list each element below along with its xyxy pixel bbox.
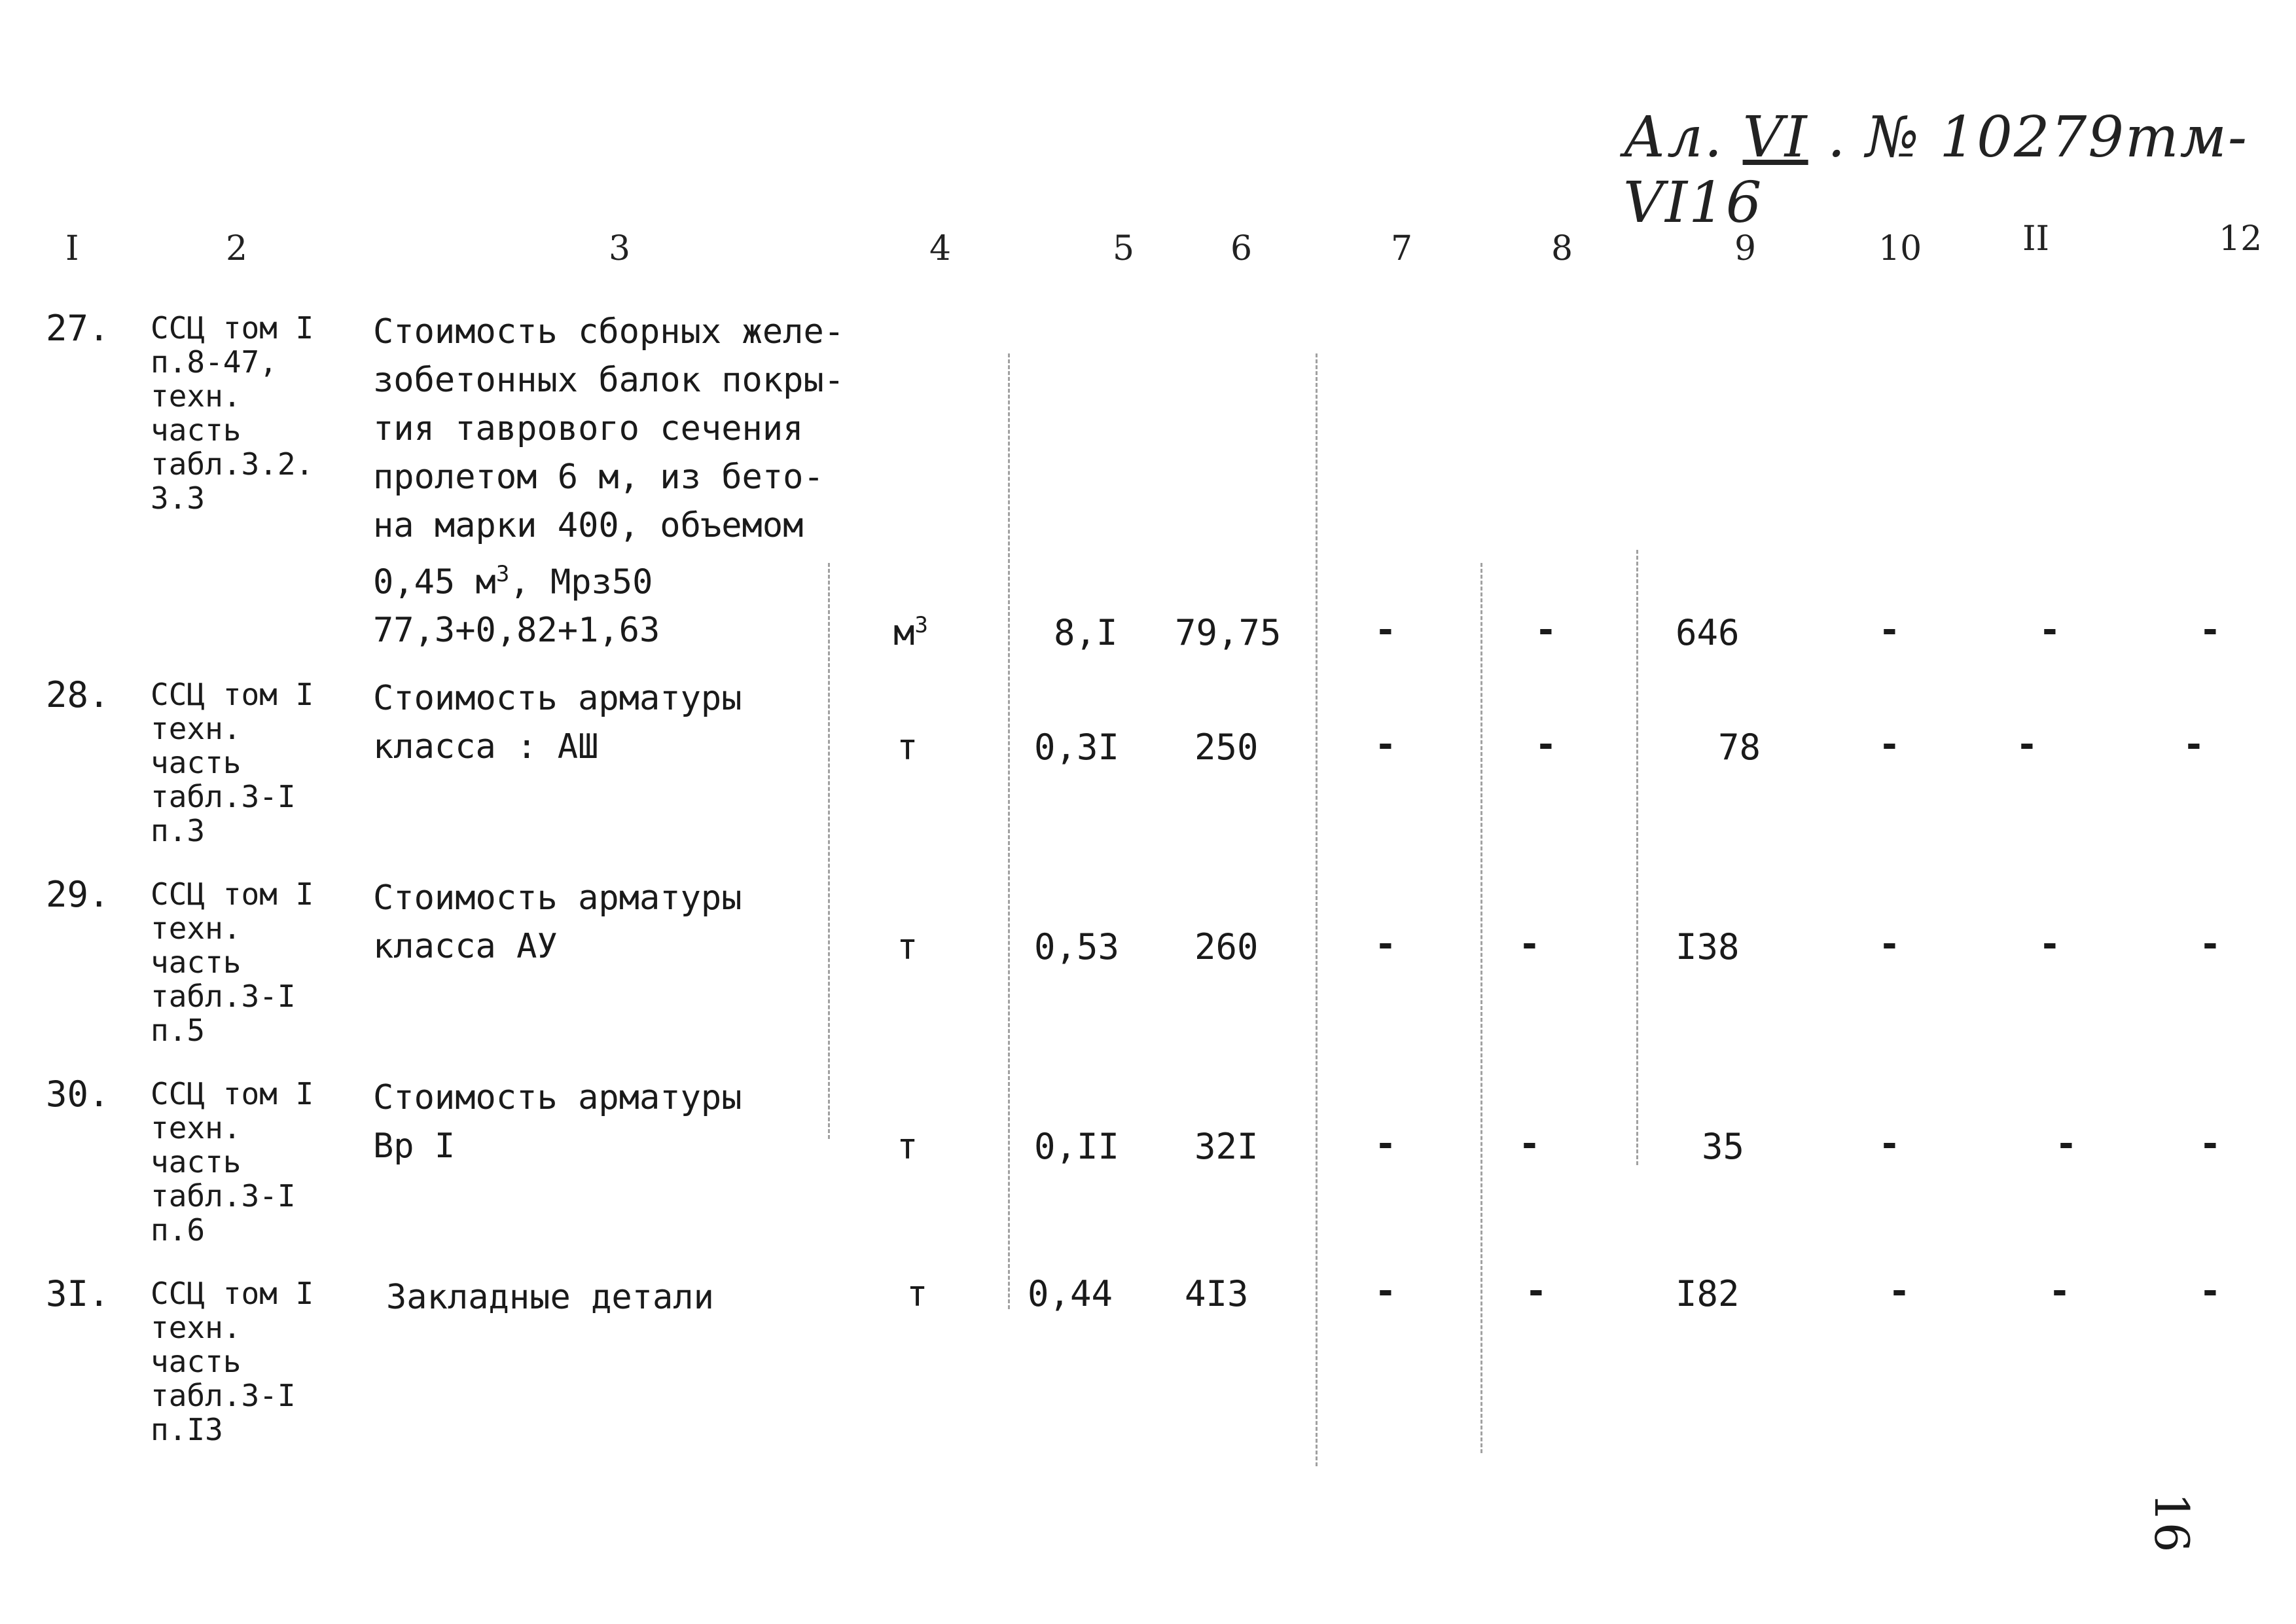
- row-col11: -: [2039, 923, 2061, 965]
- desc-line: Закладные детали: [386, 1278, 714, 1317]
- ref-line: ССЦ том I: [151, 310, 314, 346]
- desc-line: пролетом 6 м, из бето-: [373, 458, 824, 497]
- ref-line: табл.3.2.: [151, 446, 314, 482]
- row-col8: -: [1535, 723, 1557, 766]
- desc-volume-sup: 3: [495, 561, 510, 587]
- row-description: [386, 1273, 714, 1322]
- unit-text: м: [893, 612, 915, 653]
- row-quantity: 0,44: [1028, 1273, 1113, 1314]
- row-quantity: 0,53: [1034, 926, 1120, 967]
- row-col11: -: [2055, 1123, 2077, 1165]
- ref-line: техн.: [151, 1110, 242, 1146]
- row-reference: [151, 677, 314, 848]
- col-header-12: 12: [2219, 219, 2263, 259]
- desc-line: класса АУ: [373, 927, 558, 966]
- desc-line: Стоимость сборных желе-: [373, 312, 845, 352]
- row-col10: -: [1888, 1270, 1910, 1312]
- row-quantity: 0,3I: [1034, 727, 1120, 768]
- row-col12: -: [2199, 923, 2221, 965]
- desc-line: Стоимость арматуры: [373, 679, 742, 718]
- row-number: 27.: [46, 308, 110, 349]
- ref-line: табл.3-I: [151, 779, 296, 814]
- row-col10: -: [1878, 923, 1901, 965]
- ref-line: ССЦ том I: [151, 1076, 314, 1111]
- row-reference: [151, 1077, 314, 1247]
- col-header-8: 8: [1551, 229, 1573, 268]
- desc-line: на марки 400, объемом: [373, 506, 804, 545]
- col-header-1: I: [65, 229, 79, 268]
- row-total: 646: [1676, 612, 1740, 653]
- ref-line: техн.: [151, 1310, 242, 1345]
- ref-line: табл.3-I: [151, 979, 296, 1014]
- ref-line: п.8-47,: [151, 344, 278, 380]
- ref-line: ССЦ том I: [151, 1276, 314, 1311]
- stamp-rest: . № 10279тм-VI16: [1623, 105, 2248, 236]
- ref-line: п.I3: [151, 1412, 223, 1447]
- ref-line: п.3: [151, 813, 206, 848]
- row-reference: [151, 311, 314, 515]
- desc-volume-text: 0,45 м: [373, 562, 496, 602]
- col-header-6: 6: [1230, 229, 1253, 268]
- col-header-10: 10: [1878, 229, 1922, 268]
- row-col12: -: [2199, 1270, 2221, 1312]
- column-divider: [1316, 353, 1318, 1466]
- desc-line: зобетонных балок покры-: [373, 361, 845, 400]
- ref-line: 3.3: [151, 480, 206, 516]
- row-unit: [893, 612, 928, 653]
- ref-line: техн.: [151, 711, 242, 746]
- row-number: 30.: [46, 1074, 110, 1115]
- row-col12: -: [2199, 609, 2221, 651]
- row-col11: -: [2039, 609, 2061, 651]
- row-description: [373, 674, 742, 771]
- desc-line: Стоимость арматуры: [373, 1078, 742, 1117]
- row-col7: -: [1374, 723, 1397, 766]
- row-unit: т: [897, 926, 918, 967]
- row-total: 78: [1718, 727, 1761, 768]
- col-header-2: 2: [226, 229, 248, 268]
- row-description: [373, 874, 742, 971]
- desc-line: тия таврового сечения: [373, 409, 804, 448]
- desc-line: класса : АШ: [373, 727, 599, 767]
- row-total: I38: [1676, 926, 1740, 967]
- col-header-4: 4: [929, 229, 952, 268]
- ref-line: часть: [151, 1144, 242, 1180]
- row-quantity: 0,II: [1034, 1126, 1120, 1167]
- ref-line: п.5: [151, 1013, 206, 1048]
- row-reference: [151, 1276, 314, 1447]
- ref-line: часть: [151, 945, 242, 980]
- row-col8: -: [1535, 609, 1557, 651]
- row-total: 35: [1702, 1126, 1745, 1167]
- row-total: I82: [1676, 1273, 1740, 1314]
- row-price: 260: [1194, 926, 1259, 967]
- desc-line-volume: [373, 550, 844, 606]
- row-number: 3I.: [46, 1273, 110, 1314]
- row-col11: -: [2049, 1270, 2071, 1312]
- desc-line: 77,3+0,82+1,63: [373, 611, 660, 651]
- col-header-7: 7: [1391, 229, 1413, 268]
- row-number: 28.: [46, 674, 110, 715]
- desc-line: Вр I: [373, 1127, 456, 1166]
- column-divider: [1636, 550, 1638, 1165]
- ref-line: табл.3-I: [151, 1378, 296, 1413]
- ref-line: табл.3-I: [151, 1178, 296, 1214]
- ref-line: ССЦ том I: [151, 876, 314, 912]
- row-unit: т: [897, 1126, 918, 1167]
- row-col11: -: [2016, 723, 2038, 766]
- unit-sup: 3: [914, 612, 928, 638]
- row-col8: -: [1518, 1123, 1541, 1165]
- row-reference: [151, 877, 314, 1047]
- desc-line: Стоимость арматуры: [373, 878, 742, 918]
- row-quantity: 8,I: [1054, 612, 1118, 653]
- page-number: 16: [2144, 1492, 2199, 1553]
- column-divider: [1008, 353, 1010, 1309]
- row-price: 32I: [1194, 1126, 1259, 1167]
- ref-line: п.6: [151, 1212, 206, 1248]
- desc-volume-suffix: , Мрз50: [509, 562, 653, 602]
- col-header-5: 5: [1113, 229, 1135, 268]
- row-description: [373, 1074, 742, 1170]
- row-col7: -: [1374, 923, 1397, 965]
- row-price: 79,75: [1175, 612, 1282, 653]
- stamp-roman: VI: [1742, 105, 1808, 170]
- col-header-11: II: [2022, 219, 2050, 259]
- row-price: 4I3: [1185, 1273, 1249, 1314]
- ref-line: часть: [151, 745, 242, 780]
- col-header-3: 3: [609, 229, 631, 268]
- row-col12: -: [2183, 723, 2205, 766]
- column-divider: [1480, 563, 1482, 1453]
- row-price: 250: [1194, 727, 1259, 768]
- row-col8: -: [1518, 923, 1541, 965]
- ref-line: ССЦ том I: [151, 677, 314, 712]
- row-description: [373, 308, 844, 655]
- row-col12: -: [2199, 1123, 2221, 1165]
- row-col7: -: [1374, 1123, 1397, 1165]
- row-col7: -: [1374, 609, 1397, 651]
- row-number: 29.: [46, 874, 110, 915]
- col-header-9: 9: [1734, 229, 1757, 268]
- document-stamp: [1623, 105, 2296, 236]
- ref-line: часть: [151, 412, 242, 448]
- row-col10: -: [1878, 609, 1901, 651]
- ref-line: техн.: [151, 378, 242, 414]
- row-unit: т: [897, 727, 918, 768]
- ref-line: техн.: [151, 911, 242, 946]
- row-col7: -: [1374, 1270, 1397, 1312]
- stamp-prefix: Ал.: [1623, 105, 1724, 170]
- row-col10: -: [1878, 1123, 1901, 1165]
- row-col8: -: [1525, 1270, 1547, 1312]
- row-col10: -: [1878, 723, 1901, 766]
- ref-line: часть: [151, 1344, 242, 1379]
- row-unit: т: [906, 1273, 928, 1314]
